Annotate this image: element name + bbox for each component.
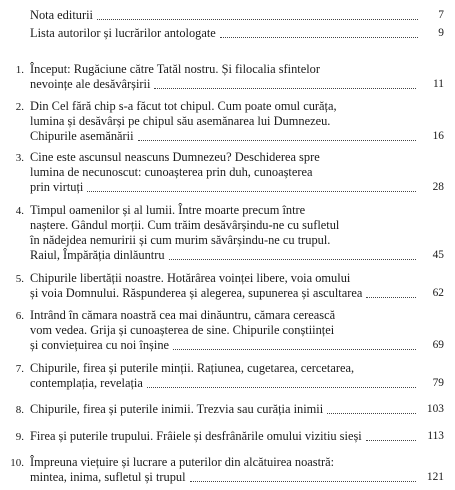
chapter-number: 10. (10, 457, 24, 469)
chapter-title-line: Firea și puterile trupului. Frâiele și desfrânările omului vizitiu sieși (30, 429, 362, 443)
dot-leader (327, 413, 416, 414)
chapter-title-line: Chipurile libertății noastre. Hotărârea voinței libere, voia omului (30, 271, 351, 285)
chapter-title-line: Timpul oamenilor și al lumii. Între moarte precum între (30, 203, 306, 217)
toc-page-number: 62 (432, 287, 444, 299)
chapter-number: 2. (15, 101, 24, 113)
chapter-number: 5. (15, 273, 24, 285)
chapter-number: 1. (15, 64, 24, 76)
toc-page-number: 45 (432, 249, 444, 261)
dot-leader (173, 349, 416, 350)
chapter-title-line: contemplația, revelația (30, 376, 143, 390)
toc-page-number: 16 (432, 130, 444, 142)
toc-page-number: 7 (438, 9, 444, 21)
dot-leader (87, 191, 416, 192)
chapter-number: 8. (15, 404, 24, 416)
toc-page-number: 9 (438, 27, 444, 39)
chapter-number: 6. (15, 310, 24, 322)
chapter-title-line: Chipurile, firea și puterile minții. Rațiunea, cugetarea, cercetarea, (30, 361, 355, 375)
toc-page-number: 28 (432, 181, 444, 193)
chapter-number: 4. (15, 205, 24, 217)
chapter-title-line: lumina de necunoscut: cunoașterea prin duh, cunoașterea (30, 165, 313, 179)
toc-entry-title: Nota editurii (30, 8, 93, 22)
chapter-title-line: mintea, inima, sufletul și trupul (30, 470, 186, 484)
chapter-title-line: și voia Domnului. Răspunderea și alegerea, supunerea și ascultarea (30, 286, 363, 300)
dot-leader (147, 387, 416, 388)
chapter-number: 9. (15, 431, 24, 443)
dot-leader (154, 88, 416, 89)
chapter-title-line: Chipurile, firea și puterile inimii. Trezvia sau curăția inimii (30, 402, 324, 416)
chapter-number: 3. (15, 152, 24, 164)
toc-page-number: 69 (432, 339, 444, 351)
toc-page-number: 121 (426, 471, 444, 483)
chapter-title-line: Început: Rugăciune către Tatăl nostru. Și filocalia sfintelor (30, 62, 320, 76)
toc-entry-title: Lista autorilor și lucrărilor antologate (30, 26, 216, 40)
chapter-title-line: nevoințe ale desăvârșirii (30, 77, 151, 91)
chapter-title-line: Raiul, Împărăția dinlăuntru (30, 248, 165, 262)
chapter-title-line: Împreuna viețuire și lucrare a puterilor din alcătuirea noastră: (30, 455, 335, 469)
chapter-title-line: vom vedea. Grija și cunoașterea de sine. Chipurile conștiinței (30, 323, 335, 337)
dot-leader (97, 19, 418, 20)
chapter-title-line: naștere. Gândul morții. Cum trăim desăvârșindu-ne cu sufletul (30, 218, 340, 232)
dot-leader (366, 297, 416, 298)
chapter-title-line: prin virtuți (30, 180, 84, 194)
dot-leader (138, 140, 416, 141)
toc-page-number: 103 (426, 403, 444, 415)
toc-front-matter-authors-list[interactable] (30, 26, 444, 41)
chapter-title-line: Cine este ascunsul neascuns Dumnezeu? Deschiderea spre (30, 150, 320, 164)
toc-page-number: 11 (433, 78, 444, 90)
toc-page-number: 113 (427, 430, 444, 442)
chapter-title-line: în nădejdea nemuririi și cum murim săvârșindu-ne cu trupul. (30, 233, 331, 247)
chapter-title-line: Din Cel fără chip s-a făcut tot chipul. Cum poate omul curăța, (30, 99, 337, 113)
toc-front-matter-editor-note[interactable] (30, 8, 444, 23)
chapter-title-line: Intrând în cămara noastră cea mai dinăuntru, cămara cerească (30, 308, 336, 322)
toc-page-number: 79 (432, 377, 444, 389)
chapter-title-line: Chipurile asemănării (30, 129, 134, 143)
dot-leader (190, 481, 416, 482)
dot-leader (169, 259, 416, 260)
dot-leader (366, 440, 416, 441)
chapter-title-line: și conviețuirea cu noi înșine (30, 338, 170, 352)
dot-leader (220, 37, 418, 38)
chapter-number: 7. (15, 363, 24, 375)
chapter-title-line: lumina și desăvârși pe chipul său asemănarea lui Dumnezeu. (30, 114, 331, 128)
